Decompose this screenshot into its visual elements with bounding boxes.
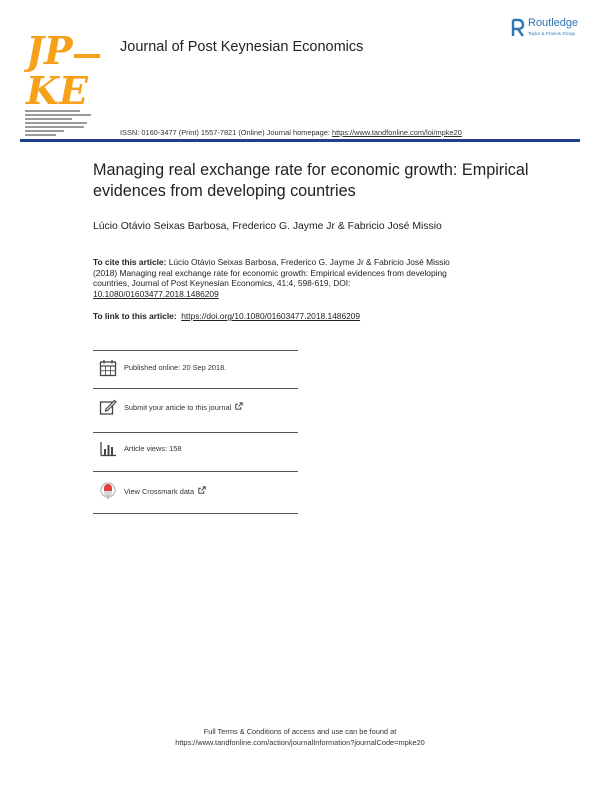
publisher-name: Routledge [528,17,579,29]
submit-row[interactable] [93,398,298,428]
info-divider [93,513,298,514]
info-divider [93,432,298,433]
published-date: Published online: 20 Sep 2018. [124,363,227,372]
crossmark-text: View Crossmark data [124,487,195,496]
calendar-icon [99,359,117,377]
info-divider [93,471,298,472]
submit-article-text: Submit your article to this journal [124,403,232,412]
crossmark-icon [99,482,117,500]
citation-block [93,257,473,299]
issn-text: ISSN: 0160-3477 (Print) 1557-7821 (Online) Journal homepage: [120,128,332,137]
journal-homepage-link[interactable]: https://www.tandfonline.com/loi/mpke20 [332,128,462,137]
issn-line [120,128,462,137]
svg-text:JP: JP [26,28,73,73]
svg-text:KE: KE [26,68,88,110]
edit-icon [99,398,117,416]
published-row [93,359,298,389]
footer-terms-link[interactable]: https://www.tandfonline.com/action/journalInformation?journalCode=mpke20 [175,738,425,747]
header-rule [20,139,580,142]
bar-chart-icon [99,440,117,458]
publisher-tagline: Taylor & Francis Group [528,31,575,36]
link-block [93,311,493,322]
citation-text: Lúcio Otávio Seixas Barbosa, Frederico G. Jayme Jr & Fabricio José Missio (2018) Managing real exchange rate for economic growth: Empirical evidences from developing countries, Journal of Post Keynesian Economics, 41:4, 598-619, DOI: [93,257,450,289]
article-doi-link[interactable]: https://doi.org/10.1080/01603477.2018.1486209 [181,311,361,321]
crossmark-link[interactable] [124,486,206,496]
article-title: Managing real exchange rate for economic growth: Empirical evidences from developing countries [93,161,529,200]
external-link-icon [235,402,243,410]
citation-doi-link[interactable]: 10.1080/01603477.2018.1486209 [93,288,219,299]
submit-article-link[interactable] [124,402,243,412]
article-views: Article views: 158 [124,444,182,453]
footer-terms-text: Full Terms & Conditions of access and use can be found at [203,727,397,736]
info-divider [93,350,298,351]
routledge-logo [511,17,591,47]
external-link-icon [198,486,206,494]
routledge-r-icon [511,18,525,38]
journal-cover [22,22,108,140]
citation-label: To cite this article: [93,257,167,267]
info-divider [93,388,298,389]
cover-text-lines [25,110,103,138]
crossmark-row[interactable] [93,482,298,512]
journal-title: Journal of Post Keynesian Economics [120,39,364,55]
footer [0,726,600,748]
link-label: To link to this article: [93,311,177,321]
jpke-logo-icon [24,24,102,110]
article-authors: Lúcio Otávio Seixas Barbosa, Frederico G. Jayme Jr & Fabricio José Missio [93,221,442,232]
views-row [93,440,298,470]
